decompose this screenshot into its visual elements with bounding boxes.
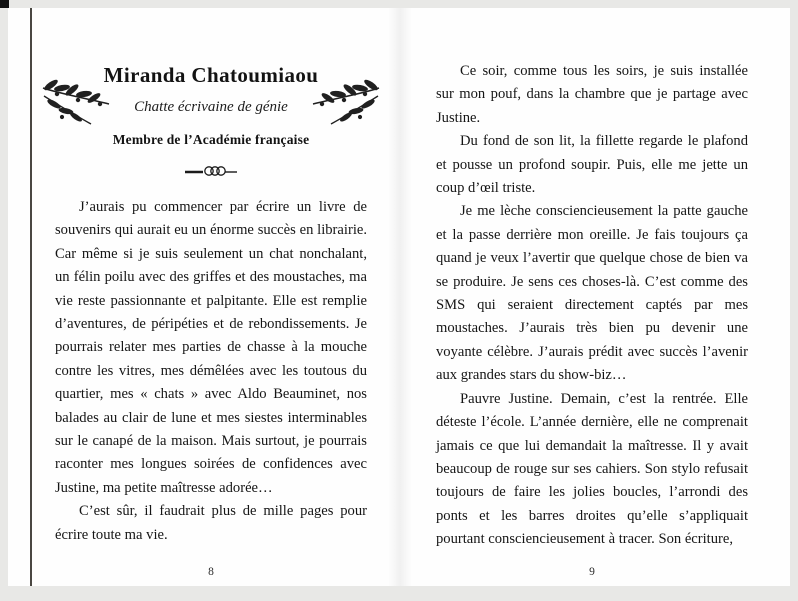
subtitle: Chatte écrivaine de génie [134, 99, 288, 115]
affiliation: Membre de l’Académie française [112, 132, 310, 147]
paragraph: J’aurais pu commencer par écrire un livre de souvenirs qui aurait eu un énorme succès en librairie. Car même si je suis seulement un chat nonchalant, un félin poilu avec des griffes et des moustaches, ma vie reste passionnante et palpitante. Elle est remplie d’aventures, de péripéties et de rebondissements. Je pourrais relater mes parties de chasse à la mouche contre les vitres, mes démêlées avec les toutous du quartier, mes « chats » avec Aldo Beauminet, nos balades au clair de lune et mes siestes interminables sur le canapé de la maison. Mais surtout, je pourrais raconter mes longues soirées de confidences avec Justine, ma petite maîtresse adorée… [55, 199, 367, 496]
corner-mark [0, 0, 9, 8]
paragraph: Ce soir, comme tous les soirs, je suis installée sur mon pouf, dans la chambre que je partage avec Justine. [436, 63, 748, 126]
vine-coil-divider-icon [55, 163, 367, 179]
book-spread [8, 8, 790, 586]
paragraph: Je me lèche consciencieusement la patte gauche et la passe derrière mon oreille. Je fais toujours ça quand je veux l’avertir que quelque chose de bien va se produire. Je sens ces choses-là. C’est comme des SMS qui seraient directement captés par mes moustaches. J’aurais très bien pu devenir une voyante célèbre. J’aurais prédit avec succès l’avenir aux grandes stars du show-biz… [436, 203, 748, 384]
olive-branch-right-icon [309, 72, 381, 128]
olive-branch-left-icon [41, 72, 113, 128]
right-page-body [436, 8, 748, 552]
chapter-header [55, 8, 367, 179]
paragraph: C’est sûr, il faudrait plus de mille pages pour écrire toute ma vie. [55, 503, 367, 543]
page-title: Miranda Chatoumiaou [103, 63, 319, 87]
page-edge-line [30, 8, 32, 586]
paragraph: Pauvre Justine. Demain, c’est la rentrée. Elle déteste l’école. L’année dernière, elle ne comprenait jamais ce que lui demandait la maîtresse. Il y avait beaucoup de rouge sur ses cahiers. Son stylo refusait toujours de faire les jolies boucles, l’arrondi des ponts et les barres droites qu’elle s’appliquait pourtant consciencieusement à tracer. Son écriture, [436, 390, 748, 548]
page-right [436, 8, 748, 586]
paragraph: Du fond de son lit, la fillette regarde le plafond et pousse un profond soupir. Puis, elle me jette un coup d’œil triste. [436, 133, 748, 197]
gutter-shadow [388, 8, 412, 586]
page-left [55, 8, 367, 586]
left-page-body [55, 196, 367, 547]
page-number-left: 8 [208, 566, 214, 578]
page-number-right: 9 [589, 566, 595, 578]
